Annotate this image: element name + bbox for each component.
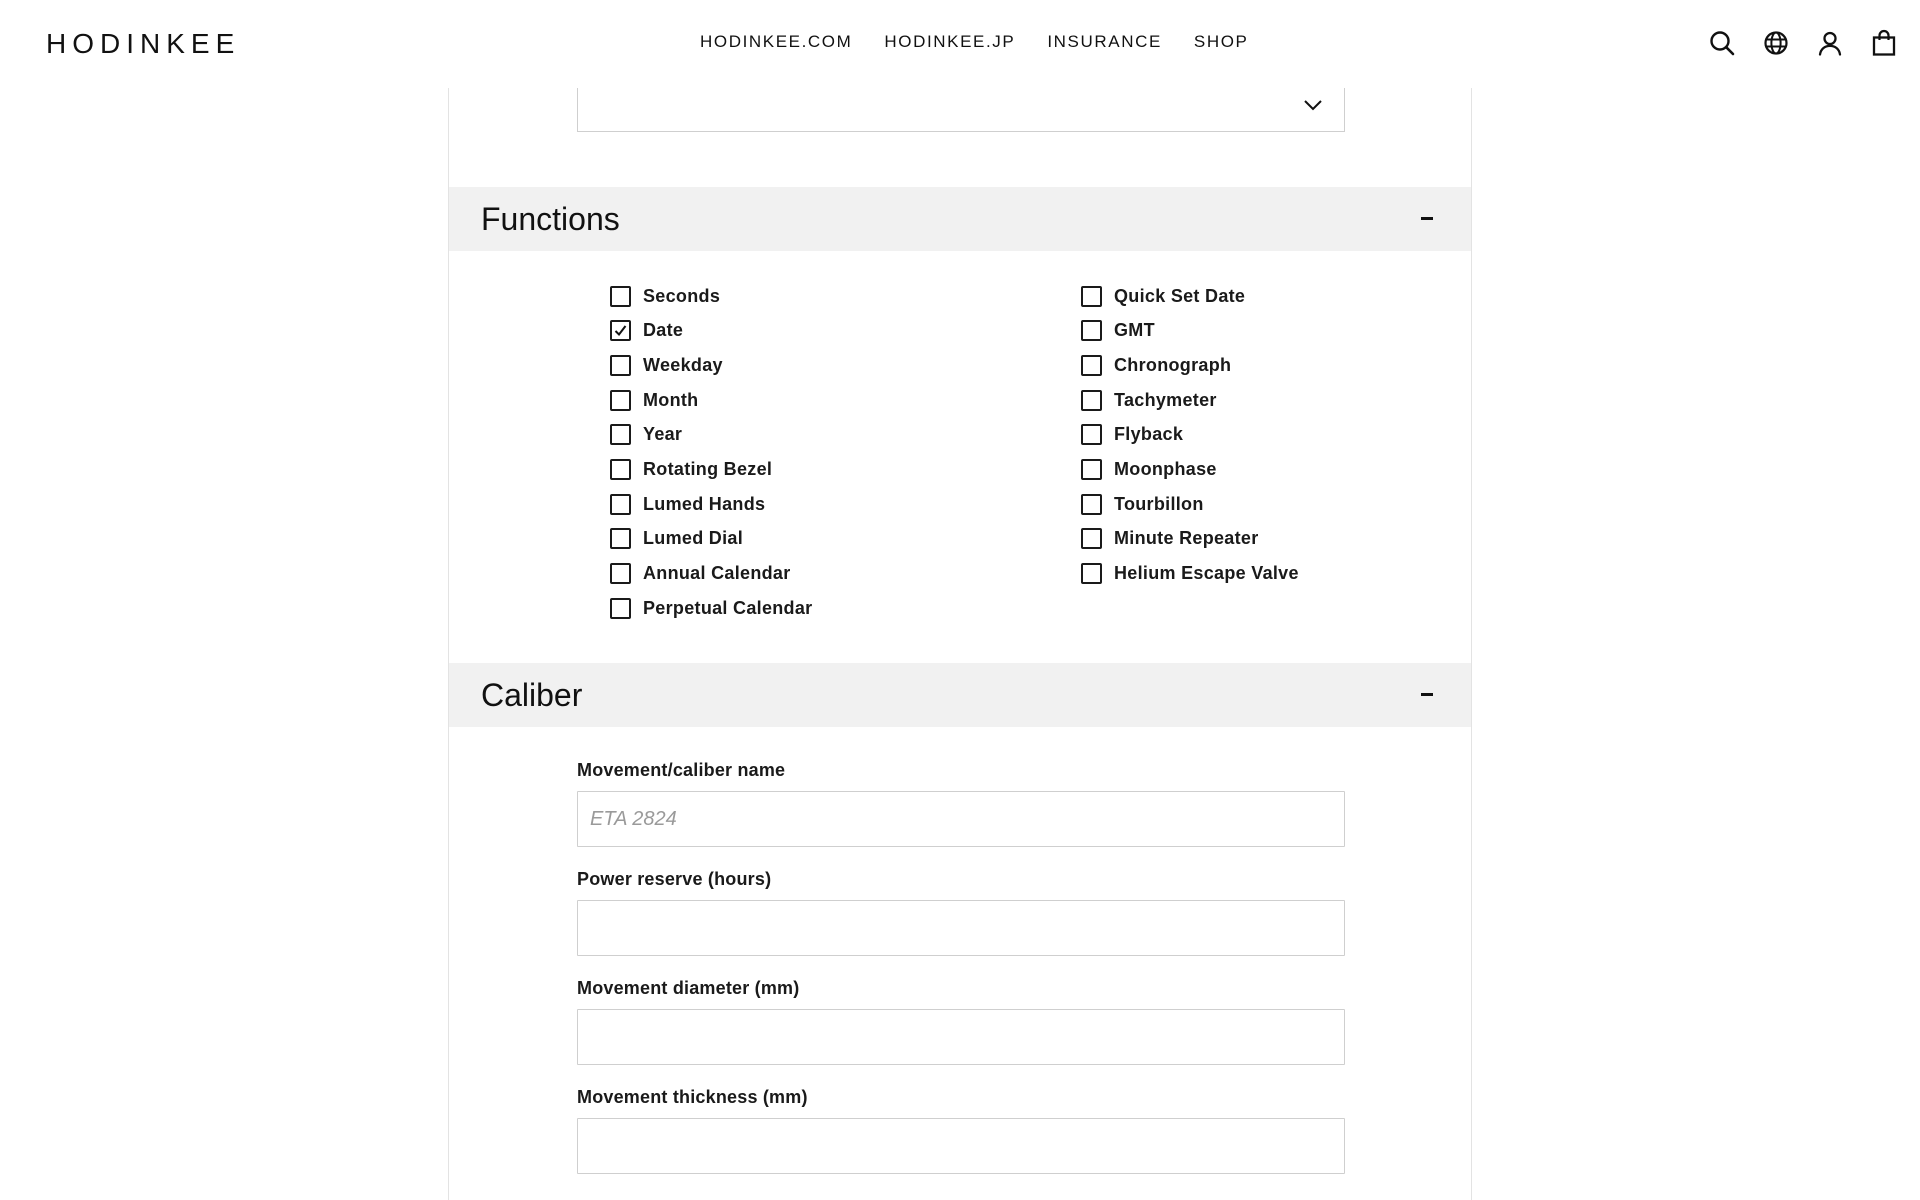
power-reserve-label: Power reserve (hours) xyxy=(577,869,772,889)
function-checkbox-label: Lumed Hands xyxy=(643,493,766,514)
function-checkbox-item[interactable] xyxy=(610,423,682,447)
function-checkbox-item[interactable] xyxy=(1081,423,1183,447)
checkbox[interactable] xyxy=(1081,320,1102,341)
account-icon[interactable] xyxy=(1816,28,1844,58)
function-checkbox-item[interactable] xyxy=(610,388,698,412)
search-icon[interactable] xyxy=(1708,28,1736,58)
header-icons xyxy=(1708,28,1898,58)
function-checkbox-item[interactable] xyxy=(610,596,812,620)
checkbox[interactable] xyxy=(1081,390,1102,411)
function-checkbox-label: Chronograph xyxy=(1114,354,1232,375)
function-checkbox-label: Date xyxy=(643,320,684,341)
function-checkbox-item[interactable] xyxy=(610,492,765,516)
function-checkbox-label: Year xyxy=(643,424,683,445)
caliber-name-label: Movement/caliber name xyxy=(577,760,786,780)
function-checkbox-label: Lumed Dial xyxy=(643,528,744,549)
function-checkbox-item[interactable] xyxy=(610,284,720,308)
power-reserve-input[interactable] xyxy=(577,900,1345,956)
checkbox[interactable] xyxy=(610,563,631,584)
checkbox[interactable] xyxy=(610,390,631,411)
checkbox[interactable] xyxy=(1081,494,1102,515)
nav-insurance[interactable]: INSURANCE xyxy=(1047,32,1162,51)
function-checkbox-label: Perpetual Calendar xyxy=(643,597,813,618)
movement-thickness-label: Movement thickness (mm) xyxy=(577,1087,808,1107)
function-checkbox-item[interactable] xyxy=(1081,319,1155,343)
dropdown-select[interactable] xyxy=(577,86,1345,132)
functions-title: Functions xyxy=(481,201,620,237)
checkbox[interactable] xyxy=(1081,424,1102,445)
chevron-down-icon xyxy=(1302,94,1324,116)
checkbox[interactable] xyxy=(610,459,631,480)
function-checkbox-item[interactable] xyxy=(1081,527,1259,551)
function-checkbox-item[interactable] xyxy=(610,562,791,586)
function-checkbox-item[interactable] xyxy=(1081,562,1299,586)
function-checkbox-label: Minute Repeater xyxy=(1114,528,1259,549)
function-checkbox-label: GMT xyxy=(1114,320,1155,341)
bag-icon[interactable] xyxy=(1870,28,1898,58)
function-checkbox-label: Flyback xyxy=(1114,424,1184,445)
checkbox[interactable] xyxy=(610,355,631,376)
checkmark-icon xyxy=(613,323,628,338)
function-checkbox-label: Month xyxy=(643,389,699,410)
site-logo[interactable]: HODINKEE xyxy=(46,28,241,59)
function-checkbox-label: Seconds xyxy=(643,285,721,306)
form-panel xyxy=(448,88,1472,1200)
collapse-icon[interactable] xyxy=(1421,217,1433,220)
function-checkbox-item[interactable] xyxy=(1081,353,1231,377)
function-checkbox-item[interactable] xyxy=(610,353,723,377)
checkbox[interactable] xyxy=(610,494,631,515)
globe-icon[interactable] xyxy=(1762,28,1790,58)
function-checkbox-label: Tourbillon xyxy=(1114,493,1204,514)
checkbox[interactable] xyxy=(610,528,631,549)
function-checkbox-label: Tachymeter xyxy=(1114,389,1217,410)
caliber-title: Caliber xyxy=(481,677,583,713)
caliber-section-header[interactable] xyxy=(449,663,1471,727)
movement-diameter-label: Movement diameter (mm) xyxy=(577,978,800,998)
checkbox[interactable] xyxy=(610,424,631,445)
checkbox[interactable] xyxy=(610,286,631,307)
checkbox-checked[interactable] xyxy=(610,320,631,341)
function-checkbox-item[interactable] xyxy=(610,527,743,551)
checkbox[interactable] xyxy=(1081,563,1102,584)
function-checkbox-item[interactable] xyxy=(610,458,772,482)
caliber-name-input[interactable] xyxy=(577,791,1345,847)
function-checkbox-label: Quick Set Date xyxy=(1114,285,1246,306)
function-checkbox-item[interactable] xyxy=(1081,284,1245,308)
function-checkbox-label: Weekday xyxy=(643,354,723,375)
function-checkbox-label: Rotating Bezel xyxy=(643,459,773,479)
function-checkbox-label: Moonphase xyxy=(1114,459,1217,479)
nav-hodinkee-jp[interactable]: HODINKEE.JP xyxy=(884,32,1016,51)
checkbox[interactable] xyxy=(1081,286,1102,307)
function-checkbox-label: Helium Escape Valve xyxy=(1114,563,1299,584)
movement-diameter-input[interactable] xyxy=(577,1009,1345,1065)
function-checkbox-item[interactable] xyxy=(1081,388,1217,412)
checkbox[interactable] xyxy=(1081,528,1102,549)
collapse-icon[interactable] xyxy=(1421,693,1433,696)
function-checkbox-item[interactable] xyxy=(1081,458,1217,482)
function-checkbox-item[interactable] xyxy=(1081,492,1204,516)
checkbox[interactable] xyxy=(1081,459,1102,480)
site-header xyxy=(0,0,1920,88)
checkbox[interactable] xyxy=(1081,355,1102,376)
function-checkbox-item[interactable] xyxy=(610,319,683,343)
nav-shop[interactable]: SHOP xyxy=(1193,32,1249,51)
nav-hodinkee-com[interactable]: HODINKEE.COM xyxy=(700,32,853,51)
functions-section-header[interactable] xyxy=(449,187,1471,251)
checkbox[interactable] xyxy=(610,598,631,619)
function-checkbox-label: Annual Calendar xyxy=(643,563,791,584)
main-nav xyxy=(700,30,1248,54)
movement-thickness-input[interactable] xyxy=(577,1118,1345,1174)
